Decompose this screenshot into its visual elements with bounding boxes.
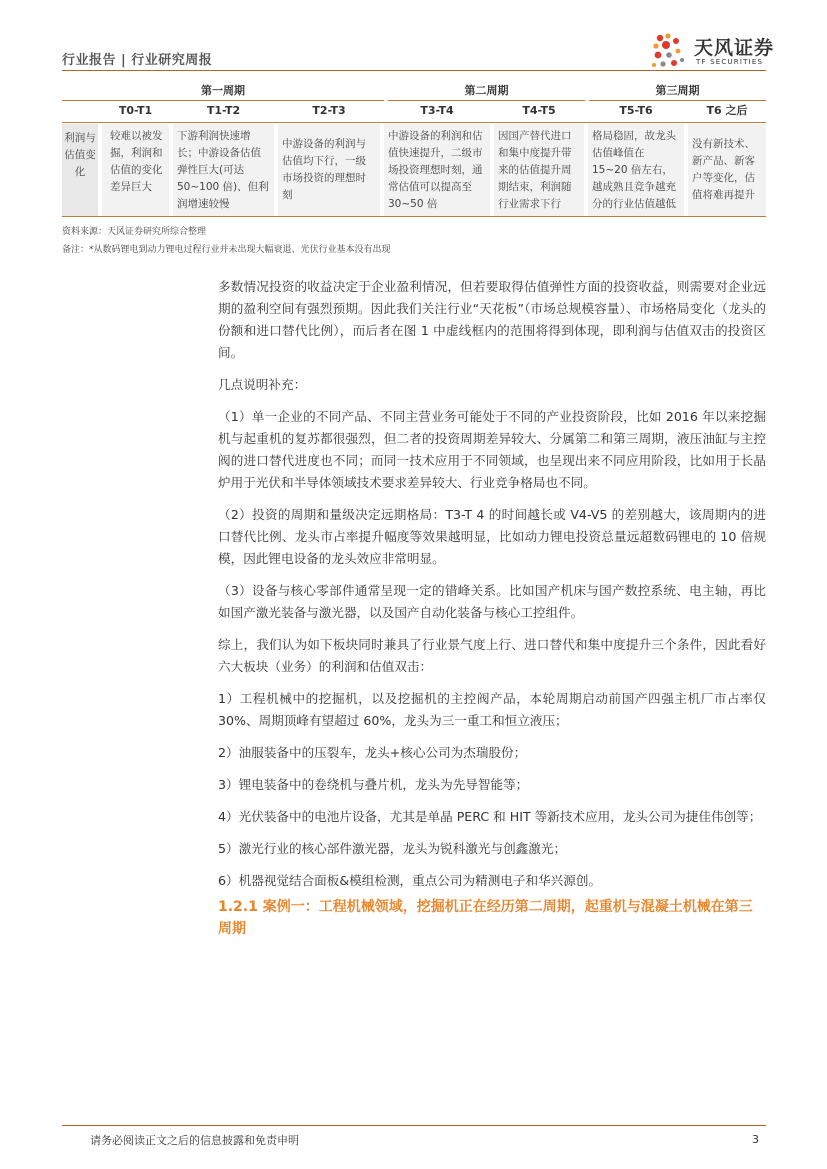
list-item-4: 4）光伏装备中的电池片设备，尤其是单晶 PERC 和 HIT 等新技术应用，龙头公司为捷佳伟创等； [218,809,762,824]
table-header-rule [62,122,766,123]
footer-divider [62,1125,766,1126]
paragraph-3: （1）单一企业的不同产品、不同主营业务可能处于不同的产业投资阶段，比如 2016 年以来挖掘机与起重机的复苏都很强烈，但二者的投资周期差异较大、分属第二和第三周期，液压油缸与主控阀的进口替代进度也不同；而同一技术应用于不同领域，也呈现出来不同应用阶段，比如用于长晶炉用于光伏和半导体领域技术要求差异较大、行业竞争格局也不同。 [218,409,766,490]
stage-t4-t5: T4-T5 [522,104,556,117]
cell-t6-after: 没有新技术、新产品、新客户等变化，估值将难再提升 [688,124,766,216]
cell-t1-t2: 下游利润快速增长；中游设备估值弹性巨大(可达 50~100 倍)、但利润增速较慢 [173,124,274,216]
period-3: 第三周期 [589,82,766,101]
period-1: 第一周期 [62,82,384,101]
paragraph-2: 几点说明补充： [218,377,307,392]
list-item-6: 6）机器视觉结合面板&模组检测，重点公司为精测电子和华兴源创。 [218,873,602,888]
table-note: 备注：*从数码锂电到动力锂电过程行业并未出现大幅衰退、光伏行业基本没有出现 [62,245,391,255]
paragraph-1: 多数情况投资的收益决定于企业盈利情况，但若要取得估值弹性方面的投资收益，则需要对企业远期的盈利空间有强烈预期。因此我们关注行业“天花板”（市场总规模容量）、市场格局变化（龙头的份额和进口替代比例），而后者在图 1 中虚线框内的范围将得到体现，即利润与估值双击的投资区间。 [218,279,766,360]
page-number: 3 [752,1133,759,1146]
table-source: 资料来源：天风证券研究所综合整理 [62,227,207,237]
report-header-title: 行业报告 | 行业研究周报 [62,53,213,68]
paragraph-5: （3）设备与核心零部件通常呈现一定的错峰关系。比如国产机床与国产数控系统、电主轴，再比如国产激光装备与激光器，以及国产自动化装备与核心工控组件。 [218,583,766,620]
header-divider [62,70,766,71]
stage-t2-t3: T2-T3 [312,104,346,117]
list-item-1: 1）工程机械中的挖掘机，以及挖掘机的主控阀产品，本轮周期启动前国产四强主机厂市占率仅 30%、周期顶峰有望超过 60%，龙头为三一重工和恒立液压； [218,691,766,728]
stage-header-row [62,102,766,122]
logo-subtitle: TF SECURITIES [696,58,764,66]
footer-disclaimer: 请务必阅读正文之后的信息披露和免责申明 [90,1134,299,1147]
list-item-2: 2）油服装备中的压裂车，龙头+核心公司为杰瑞股份； [218,745,527,760]
stage-t3-t4: T3-T4 [420,104,454,117]
stage-t0-t1: T0-T1 [118,104,153,117]
section-heading: 1.2.1 案例一：工程机械领域，挖掘机正在经历第二周期，起重机与混凝土机械在第三周期 [218,899,753,937]
stage-t6-after: T6 之后 [706,104,748,117]
table-body-row [62,124,766,216]
cell-t2-t3: 中游设备的利润与估值均下行，一级市场投资的理想时刻 [278,124,380,216]
cell-t0-t1: 较难以被发掘，利润和估值的变化差异巨大 [102,124,169,216]
paragraph-4: （2）投资的周期和量级决定远期格局：T3-T 4 的时间越长或 V4-V5 的差别越大，该周期内的进口替代比例、龙头市占率提升幅度等效果越明显，比如动力锂电投资总量远超数码锂电的 10 倍规模，因此锂电设备的龙头效应非常明显。 [218,507,766,566]
stage-t1-t2: T1-T2 [206,104,241,117]
cell-t3-t4: 中游设备的利润和估值快速提升，二级市场投资理想时刻，通常估值可以提高至 30~50 倍 [384,124,490,216]
row-label: 利润与估值变化 [62,124,98,216]
table-bottom-rule [62,216,766,217]
cell-t4-t5: 因国产替代进口和集中度提升带来的估值提升周期结束，利润随行业需求下行 [494,124,584,216]
logo-text: 天风证券 [694,37,775,59]
list-item-3: 3）锂电装备中的卷绕机与叠片机，龙头为先导智能等； [218,777,529,792]
paragraph-6: 综上，我们认为如下板块同时兼具了行业景气度上行、进口替代和集中度提升三个条件，因此看好六大板块（业务）的利润和估值双击： [218,637,766,674]
period-2: 第二周期 [388,82,585,101]
cell-t5-t6: 格局稳固，故龙头估值峰值在 15~20 倍左右，越成熟且竞争越充分的行业估值越低 [588,124,684,216]
stage-t5-t6: T5-T6 [619,104,653,117]
period-header-row [62,80,766,100]
body-content [218,276,766,902]
list-item-5: 5）激光行业的核心部件激光器，龙头为锐科激光与创鑫激光； [218,841,567,856]
